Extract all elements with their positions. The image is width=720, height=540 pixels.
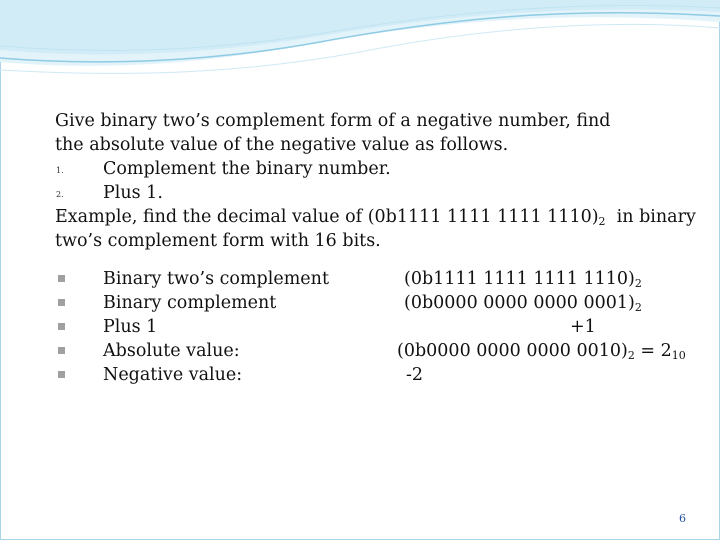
example-line-1 [55, 205, 696, 229]
row-value-text: (0b0000 0000 0000 0010) [397, 341, 628, 361]
intro-line-2: the absolute value of the negative value as follows. [55, 135, 509, 155]
row-value-1 [404, 267, 642, 291]
row-value-sub: 2 [627, 349, 635, 362]
row-value-5: -2 [406, 365, 424, 385]
row-value-sub: 2 [634, 301, 642, 314]
row-label-4: Absolute value: [103, 341, 240, 361]
example-subscript: 2 [598, 215, 606, 228]
example-prefix: Example, find the decimal value of (0b1111 1111 1111 1110) [55, 207, 599, 227]
page-number: 6 [679, 512, 686, 525]
bullet-icon [58, 275, 65, 282]
row-value-text: (0b1111 1111 1111 1110) [404, 269, 635, 289]
row-value-extra: = 2 [634, 341, 672, 361]
row-value-3: +1 [570, 317, 596, 337]
row-value-sub: 2 [634, 277, 642, 290]
intro-line-1: Give binary two’s complement form of a negative number, find [55, 111, 611, 131]
example-suffix: in binary [605, 207, 696, 227]
row-label-3: Plus 1 [103, 317, 158, 337]
step-text-1: Complement the binary number. [103, 159, 391, 179]
step-text-2: Plus 1. [103, 183, 163, 203]
step-number-2: 2. [56, 190, 64, 199]
row-value-text: (0b0000 0000 0000 0001) [404, 293, 635, 313]
header-wave-decoration [0, 0, 720, 80]
bullet-icon [58, 371, 65, 378]
bullet-icon [58, 323, 65, 330]
row-label-5: Negative value: [103, 365, 243, 385]
row-label-1: Binary two’s complement [103, 269, 329, 289]
row-value-4 [397, 339, 686, 363]
step-number-1: 1. [56, 166, 64, 175]
example-line-2: two’s complement form with 16 bits. [55, 231, 381, 251]
bullet-icon [58, 347, 65, 354]
bullet-icon [58, 299, 65, 306]
row-value-extra-sub: 10 [671, 349, 686, 362]
row-value-2 [404, 291, 642, 315]
row-label-2: Binary complement [103, 293, 277, 313]
